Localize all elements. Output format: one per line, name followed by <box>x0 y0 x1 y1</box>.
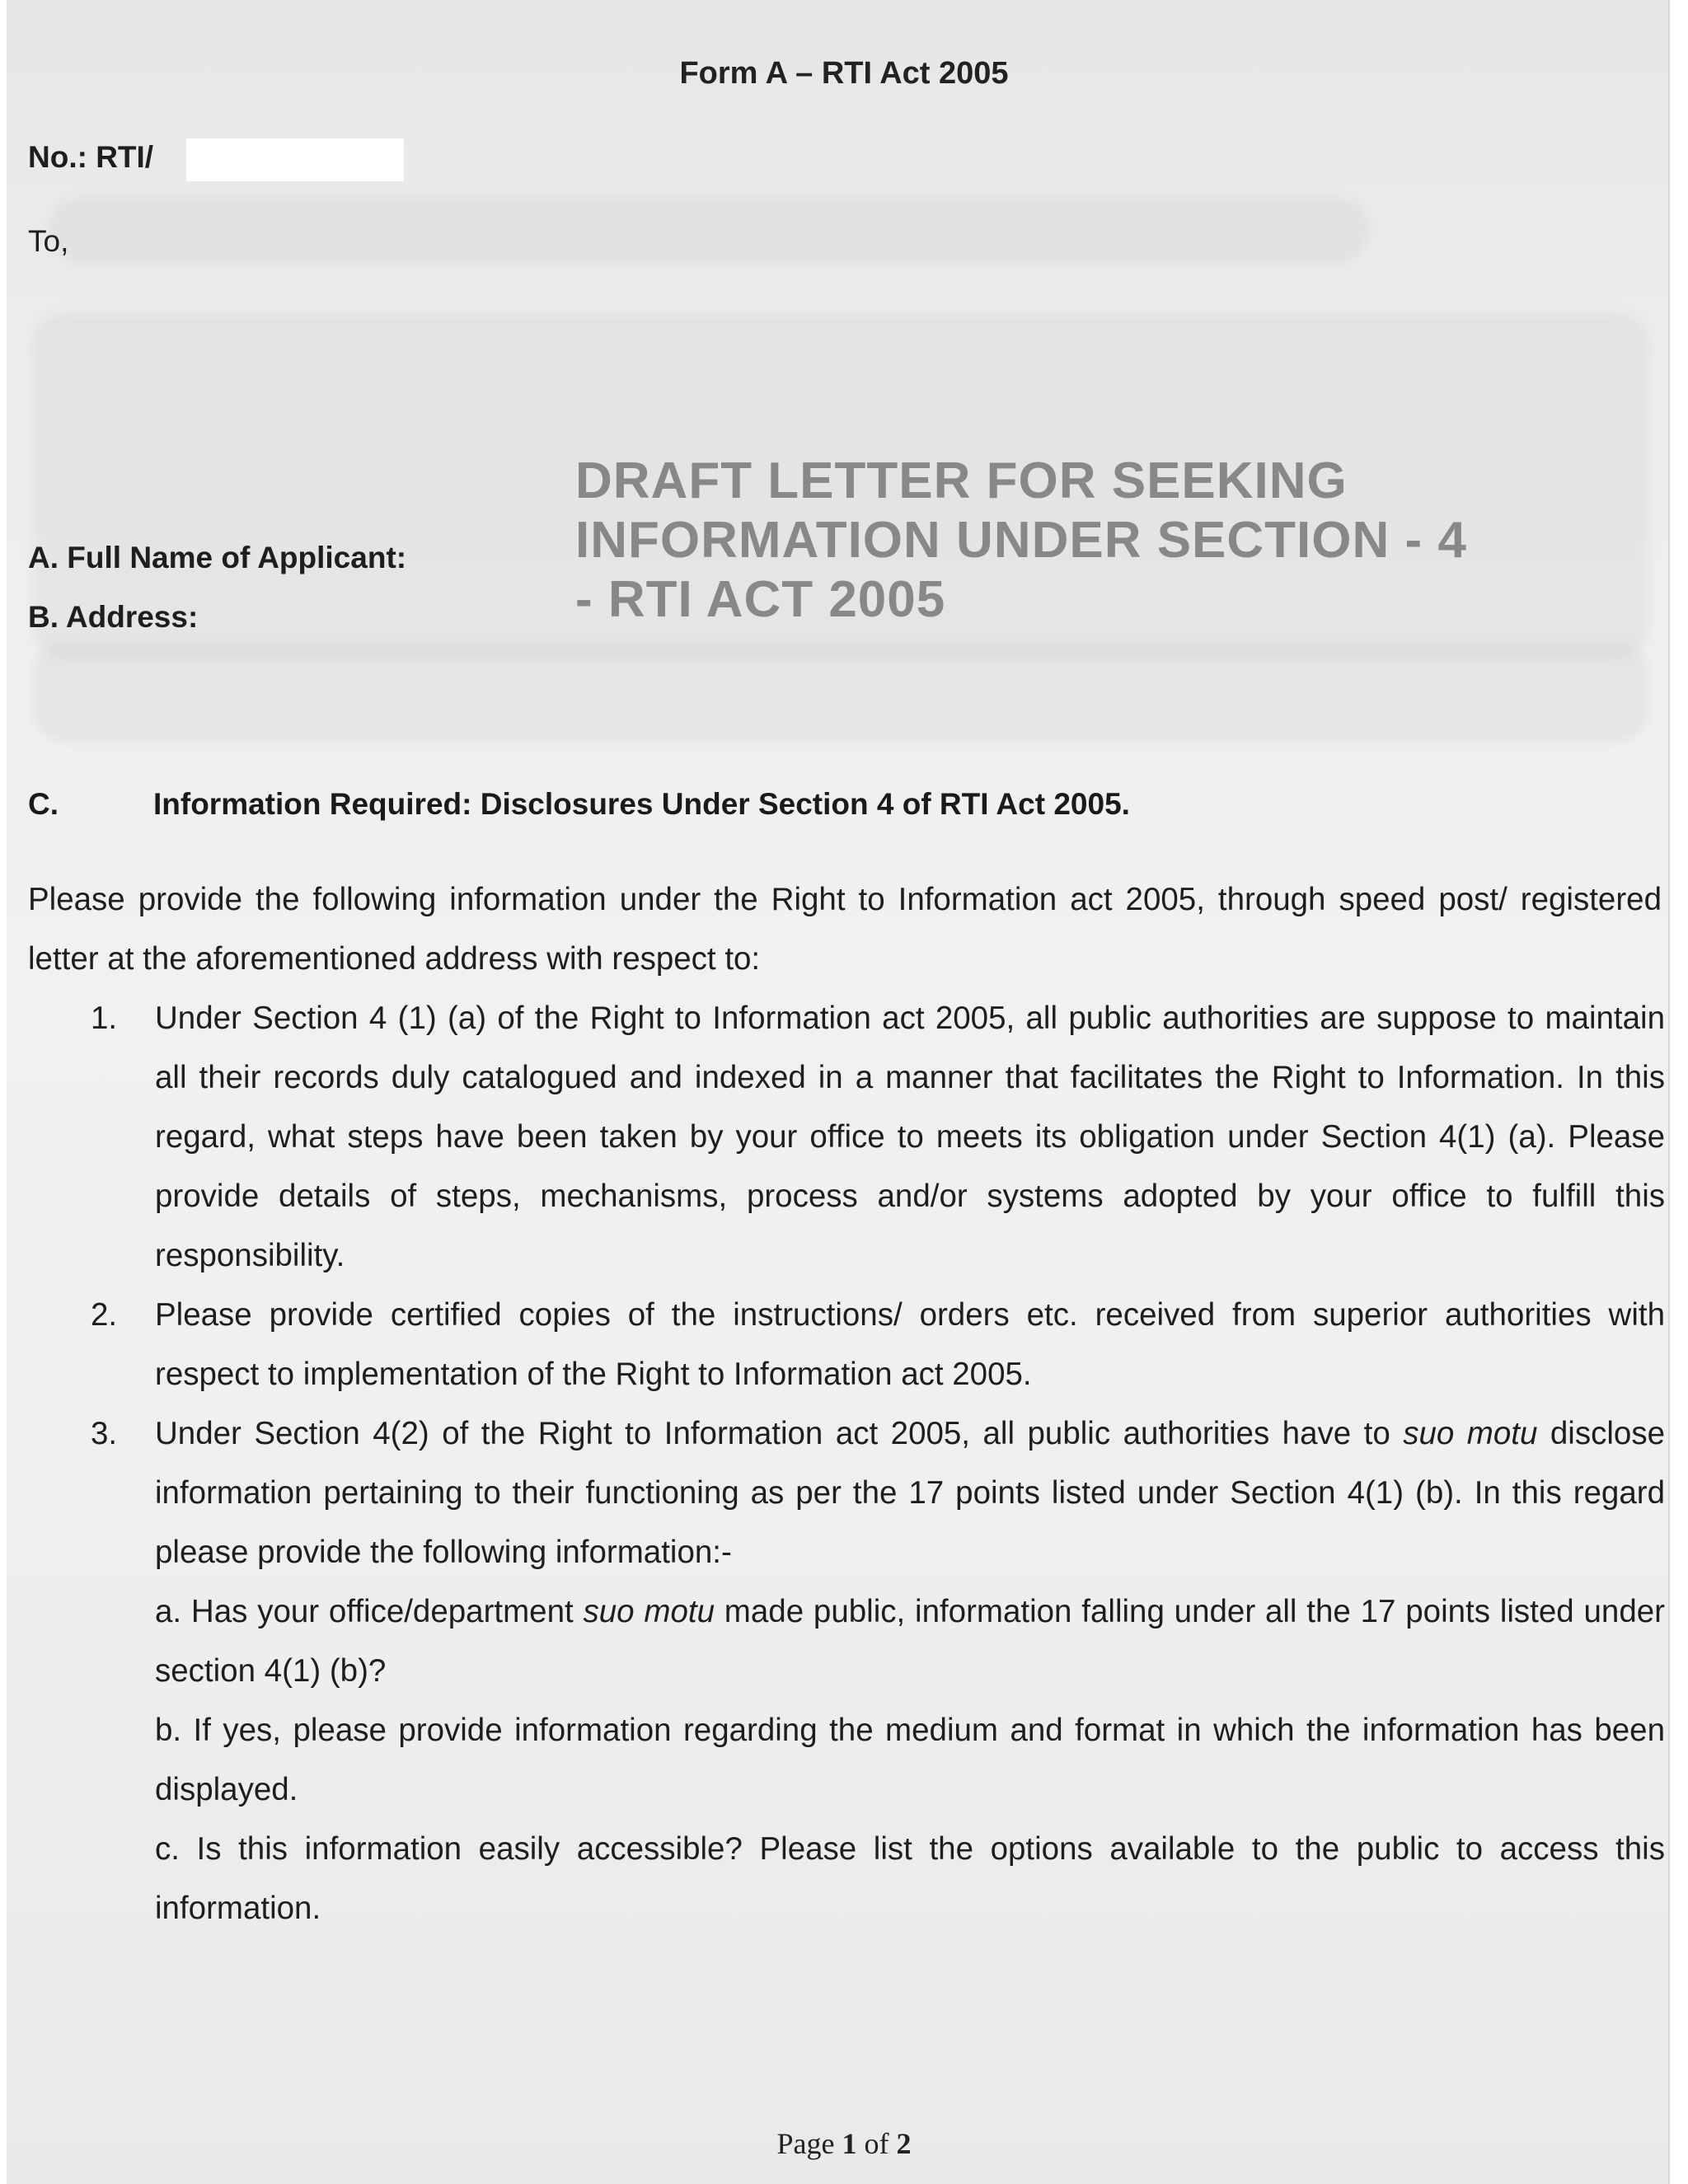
bleed-through-shadow <box>49 198 1368 264</box>
sub-item-text: made public, information falling under all the 17 points listed under section 4(1) (b)? <box>155 1594 1665 1689</box>
to-label: To, <box>28 224 69 258</box>
list-item <box>91 1286 1665 1404</box>
list-item <box>91 1404 1665 1938</box>
draft-watermark <box>575 452 1467 630</box>
item-number: 3. <box>91 1416 118 1451</box>
footer-current-page: 1 <box>842 2127 857 2160</box>
footer-prefix: Page <box>776 2127 842 2160</box>
redaction-box <box>186 138 404 181</box>
list-item <box>91 989 1665 1286</box>
item-number: 1. <box>91 1001 118 1036</box>
item-text: Please provide certified copies of the instructions/ orders etc. received from superior authorities with respect to implementation of the Right to Information act 2005. <box>155 1297 1665 1392</box>
sub-item-italic: suo motu <box>583 1594 715 1629</box>
footer-total-pages: 2 <box>896 2127 912 2160</box>
watermark-line: DRAFT LETTER FOR SEEKING <box>575 452 1348 509</box>
intro-paragraph: Please provide the following information under the Right to Information act 2005, through speed post/ registered letter at the aforementioned address with respect to: <box>28 882 1662 977</box>
number-label: No.: RTI/ <box>28 140 154 174</box>
item-number: 2. <box>91 1297 118 1333</box>
item-text-part: disclose information pertaining to their functioning as per the 17 points listed under Section 4(1) (b). In this regard please provide the following information:- <box>155 1416 1665 1570</box>
sub-item-b <box>155 1701 1665 1820</box>
footer-middle: of <box>856 2127 897 2160</box>
sub-item-text: a. Has your office/department <box>155 1594 584 1629</box>
scan-edge-left <box>0 0 7 2184</box>
page-footer <box>0 2126 1688 2161</box>
sub-item-c <box>155 1820 1665 1938</box>
section-c-letter: C. <box>28 787 59 821</box>
watermark-line: INFORMATION UNDER SECTION - 4 <box>575 512 1467 569</box>
item-text-part: Under Section 4(2) of the Right to Information act 2005, all public authorities have to <box>155 1416 1404 1451</box>
sub-item-text: b. If yes, please provide information regarding the medium and format in which the information has been displayed. <box>155 1713 1665 1807</box>
item-text <box>155 1416 1665 1570</box>
sub-item-a <box>155 1582 1665 1701</box>
item-text: Under Section 4 (1) (a) of the Right to Information act 2005, all public authorities are suppose to maintain all their records duly catalogued and indexed in a manner that facilitates the Right to Information. In this regard, what steps have been taken by your office to meets its obligation under Section 4(1) (a). Please provide details of steps, mechanisms, process and/or systems adopted by your office to fulfill this responsibility. <box>155 1001 1665 1273</box>
address-label: B. Address: <box>28 600 199 634</box>
sub-item-text: c. Is this information easily accessible? Please list the options available to the public to access this information. <box>155 1831 1665 1926</box>
information-request-list <box>91 989 1665 1938</box>
applicant-name-label: A. Full Name of Applicant: <box>28 541 407 574</box>
item-text-italic: suo motu <box>1403 1416 1538 1451</box>
watermark-line: - RTI ACT 2005 <box>575 571 946 628</box>
section-c-heading: Information Required: Disclosures Under Section 4 of RTI Act 2005. <box>153 787 1130 821</box>
bleed-through-shadow <box>33 643 1648 742</box>
scan-edge-right <box>1668 0 1688 2184</box>
form-title: Form A – RTI Act 2005 <box>679 56 1009 91</box>
